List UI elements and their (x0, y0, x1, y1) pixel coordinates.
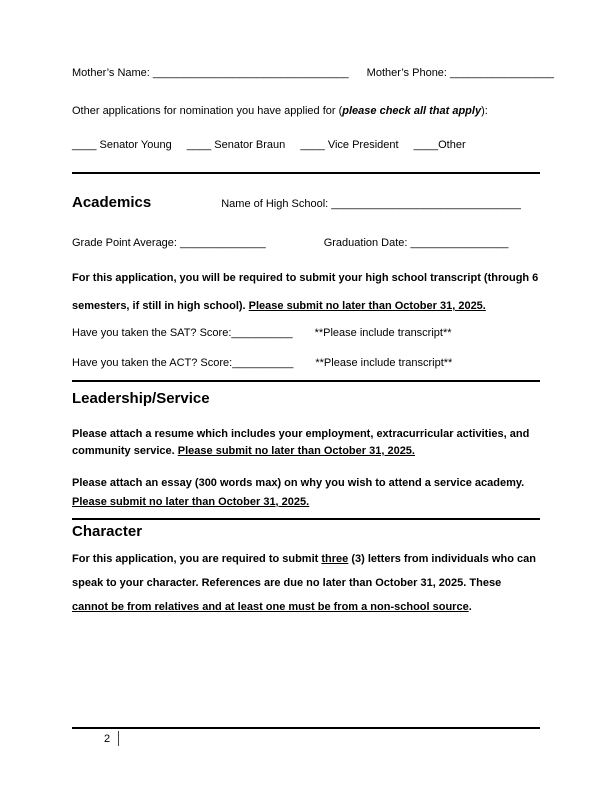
other-applications-intro (72, 104, 540, 118)
apps-intro-close: ): (481, 105, 488, 117)
page-footer (104, 731, 119, 746)
act-question: Have you taken the ACT? Score:__________ (72, 357, 294, 369)
character-text-start: For this application, you are required to submit (72, 553, 322, 565)
option-vice-president: ____ Vice President (300, 139, 399, 151)
high-school-label: Name of High School: (221, 198, 332, 210)
option-other: ____Other (413, 139, 466, 151)
sat-transcript-note: **Please include transcript** (314, 327, 452, 339)
graduation-date-label: Graduation Date: (323, 237, 411, 249)
act-transcript-note: **Please include transcript** (315, 357, 453, 369)
mother-phone-label: Mother’s Phone: (366, 67, 451, 79)
essay-text: Please attach an essay (300 words max) on why you wish to attend a service academy. (72, 477, 525, 489)
mother-phone-blank: _________________ (450, 67, 555, 79)
graduation-date-blank: ________________ (410, 237, 509, 249)
character-text-mid: (3) letters from individuals who can speak to your character. References are due no later than October 31, 2025. These (72, 553, 536, 589)
essay-paragraph (72, 474, 540, 512)
sat-row (72, 326, 540, 340)
essay-deadline: Please submit no later than October 31, 2025. (72, 496, 310, 508)
footer-bar-icon (118, 731, 119, 746)
section-divider (72, 380, 540, 382)
character-three-underline: three (321, 553, 349, 565)
footer-divider-line (72, 727, 540, 729)
academics-section-header (72, 194, 540, 212)
mother-name-label: Mother’s Name: (72, 67, 153, 79)
resume-paragraph (72, 426, 540, 460)
apps-intro-emphasis: please check all that apply (342, 105, 482, 117)
transcript-text: For this application, you will be required to submit your high school transcript (through 6 semesters, if still in high school). (72, 272, 539, 312)
transcript-paragraph (72, 264, 540, 320)
mother-info-row (72, 66, 555, 80)
section-divider (72, 172, 540, 174)
academics-heading: Academics (72, 194, 152, 211)
nomination-options-row (72, 138, 540, 152)
page-number: 2 (104, 732, 111, 745)
option-senator-braun: ____ Senator Braun (186, 139, 286, 151)
mother-name-blank: ________________________________ (152, 67, 349, 79)
section-divider (72, 518, 540, 520)
sat-question: Have you taken the SAT? Score:__________ (72, 327, 293, 339)
gpa-blank: ______________ (180, 237, 266, 249)
apps-intro-text: Other applications for nomination you have applied for ( (72, 105, 343, 117)
high-school-blank: _______________________________ (331, 198, 521, 210)
transcript-deadline: Please submit no later than October 31, 2025. (248, 300, 486, 312)
resume-text: Please attach a resume which includes your employment, extracurricular activities, and community service. (72, 428, 530, 457)
resume-deadline: Please submit no later than October 31, 2025. (177, 445, 415, 457)
document-content (72, 66, 555, 619)
character-paragraph (72, 547, 540, 619)
character-text-end: . (468, 601, 472, 613)
character-heading: Character (72, 523, 143, 540)
gpa-label: Grade Point Average: (72, 237, 181, 249)
option-senator-young: ____ Senator Young (72, 139, 172, 151)
gpa-row (72, 236, 540, 250)
character-restriction-underline: cannot be from relatives and at least one must be from a non-school source (72, 601, 469, 613)
leadership-heading: Leadership/Service (72, 390, 210, 407)
act-row (72, 356, 540, 370)
